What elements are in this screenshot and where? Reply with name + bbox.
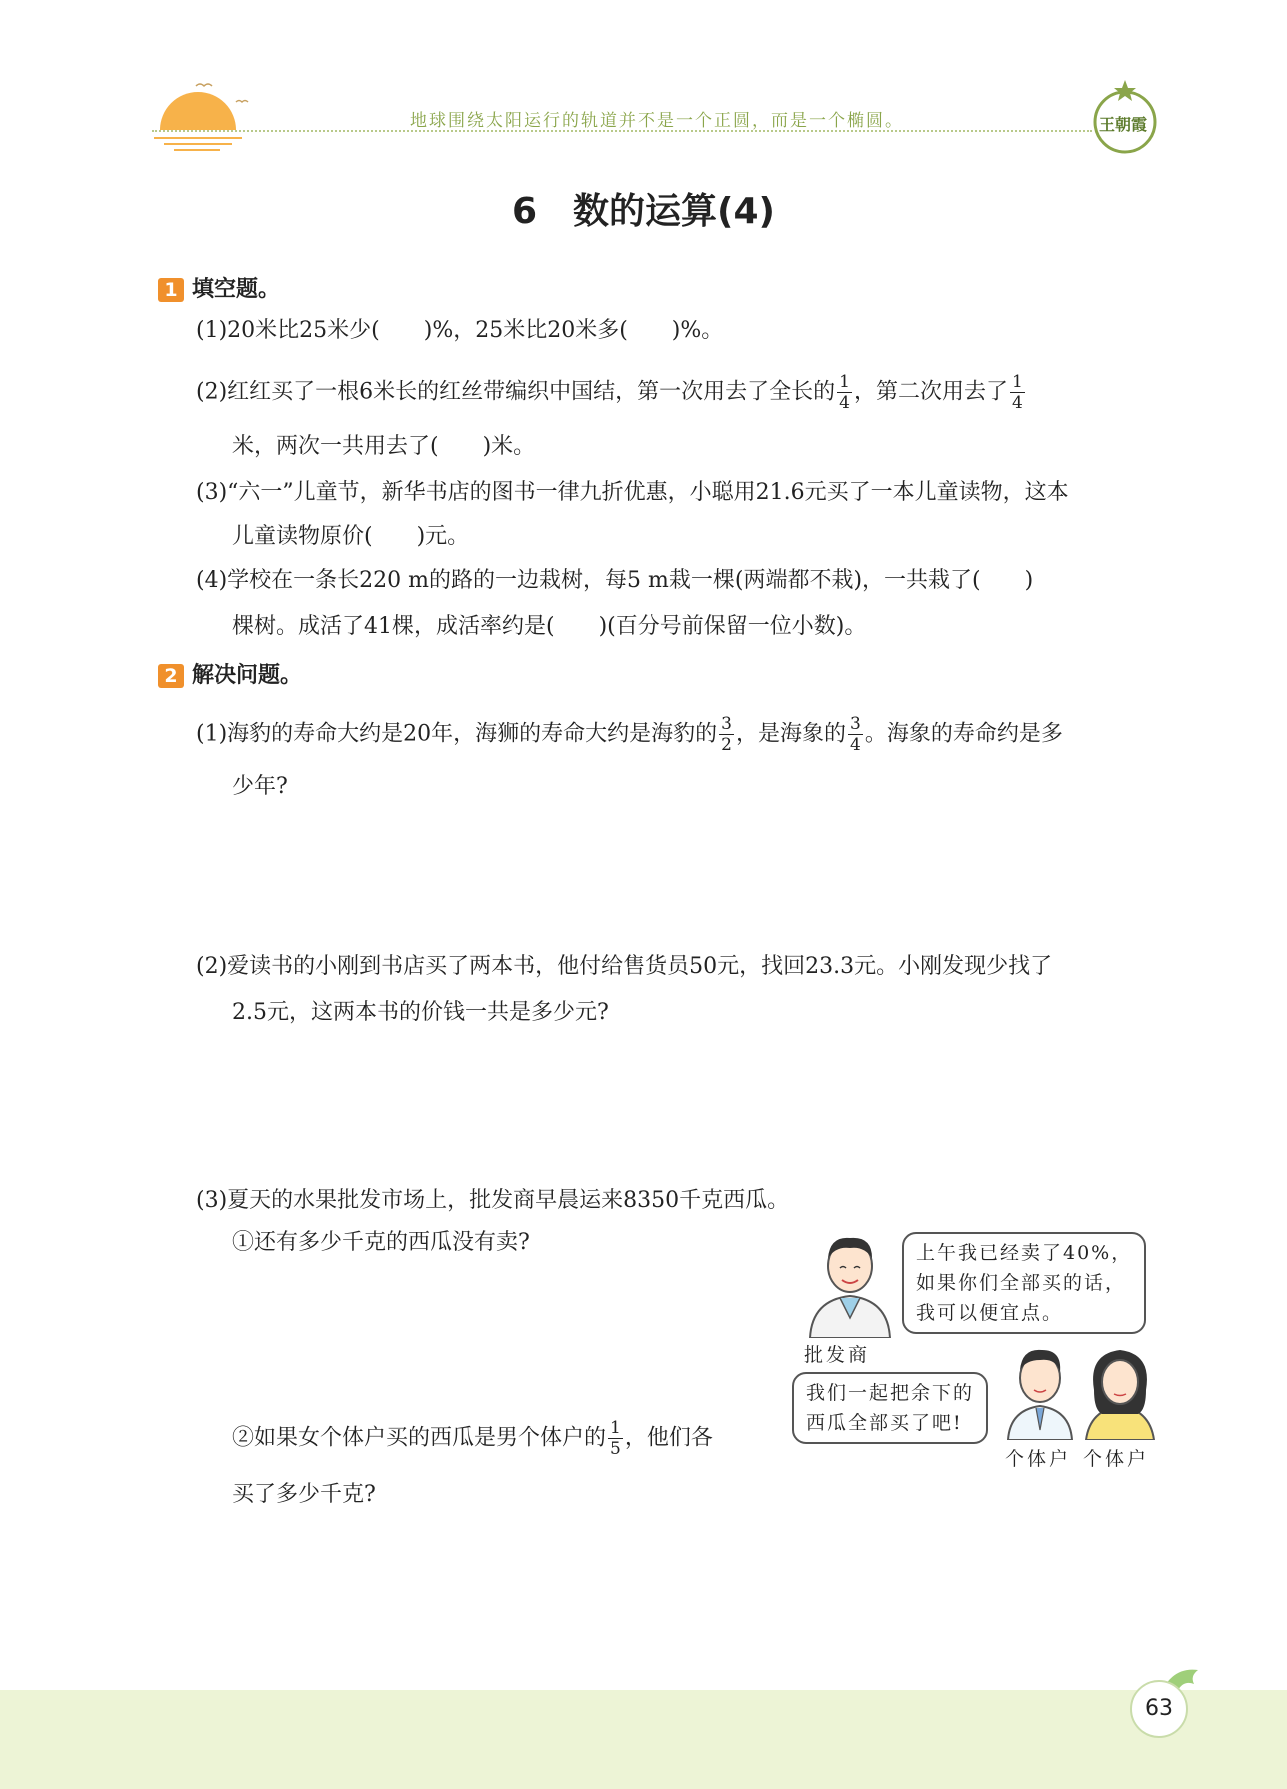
vendors-speech-bubble bbox=[792, 1372, 988, 1444]
question-text: ，第二次用去了 bbox=[854, 379, 1009, 405]
problem-2-3-intro: (3)夏天的水果批发市场上，批发商早晨运来8350千克西瓜。 bbox=[196, 1188, 790, 1213]
question-text: (1)海豹的寿命大约是20年，海狮的寿命大约是海豹的 bbox=[196, 721, 718, 747]
question-text: (2)红红买了一根6米长的红丝带编织中国结，第一次用去了全长的 bbox=[196, 379, 836, 405]
fraction-denominator: 4 bbox=[850, 735, 861, 755]
fraction-numerator: 1 bbox=[1012, 372, 1023, 392]
bubble-line: 上午我已经卖了40%， bbox=[916, 1242, 1133, 1264]
problem-2-3-sub2-line1 bbox=[232, 1418, 713, 1459]
fraction-numerator: 1 bbox=[610, 1418, 621, 1438]
footer-band bbox=[0, 1690, 1287, 1789]
fraction bbox=[848, 714, 863, 755]
fraction-numerator: 3 bbox=[850, 714, 861, 734]
vendor-label-female: 个体户 bbox=[1083, 1448, 1150, 1470]
male-vendor-illustration bbox=[1000, 1340, 1080, 1440]
wholesaler-speech-bubble bbox=[902, 1232, 1146, 1334]
problem-2-3-sub1: ①还有多少千克的西瓜没有卖? bbox=[232, 1230, 530, 1255]
question-text: ，是海象的 bbox=[736, 721, 847, 747]
problem-2-2-line1: (2)爱读书的小刚到书店买了两本书，他付给售货员50元，找回23.3元。小刚发现少找了 bbox=[196, 954, 1053, 979]
page-title: 6 数的运算(4) bbox=[511, 191, 775, 232]
question-1-3-line1: (3)“六一”儿童节，新华书店的图书一律九折优惠，小聪用21.6元买了一本儿童读物，这本 bbox=[196, 480, 1069, 505]
bubble-line: 如果你们全部买的话， bbox=[916, 1272, 1127, 1294]
fraction-numerator: 1 bbox=[839, 372, 850, 392]
section-number-badge: 2 bbox=[158, 664, 184, 688]
fraction bbox=[608, 1418, 623, 1459]
question-1-3-line2: 儿童读物原价( )元。 bbox=[232, 524, 470, 549]
fraction bbox=[837, 372, 852, 413]
bubble-line: 我们一起把余下的 bbox=[806, 1382, 975, 1404]
header-tagline: 地球围绕太阳运行的轨道并不是一个正圆，而是一个椭圆。 bbox=[410, 111, 904, 131]
fraction-denominator: 5 bbox=[610, 1439, 621, 1459]
section-number-badge: 1 bbox=[158, 278, 184, 302]
fraction-numerator: 3 bbox=[721, 714, 732, 734]
section-1-heading bbox=[158, 272, 280, 303]
question-1-4-line1: (4)学校在一条长220 m的路的一边栽树，每5 m栽一棵(两端都不栽)，一共栽了( ) bbox=[196, 568, 1034, 593]
question-text: 。海象的寿命约是多 bbox=[864, 721, 1063, 747]
problem-2-3-sub2-line2: 买了多少千克? bbox=[232, 1482, 376, 1507]
question-1-1: (1)20米比25米少( )%，25米比20米多( )%。 bbox=[196, 318, 724, 343]
question-1-2-line2: 米，两次一共用去了( )米。 bbox=[232, 434, 536, 459]
fraction-denominator: 2 bbox=[721, 735, 732, 755]
section-label: 填空题。 bbox=[192, 277, 281, 302]
bubble-line: 我可以便宜点。 bbox=[916, 1302, 1064, 1324]
logo-text: 王朝霞 bbox=[1099, 115, 1148, 134]
problem-2-1-line2: 少年? bbox=[232, 774, 288, 799]
wholesaler-label: 批发商 bbox=[804, 1344, 871, 1366]
problem-2-1-line1 bbox=[196, 714, 1063, 755]
vendor-label-male: 个体户 bbox=[1005, 1448, 1072, 1470]
page-number: 63 bbox=[1130, 1680, 1188, 1738]
question-1-4-line2: 棵树。成活了41棵，成活率约是( )(百分号前保留一位小数)。 bbox=[232, 614, 867, 639]
section-label: 解决问题。 bbox=[192, 663, 303, 688]
section-2-heading bbox=[158, 658, 302, 689]
fraction bbox=[719, 714, 734, 755]
question-1-2-line1 bbox=[196, 372, 1027, 413]
female-vendor-illustration bbox=[1080, 1340, 1160, 1440]
wholesaler-illustration bbox=[800, 1228, 900, 1338]
fraction bbox=[1010, 372, 1025, 413]
fraction-denominator: 4 bbox=[1012, 393, 1023, 413]
question-text: ②如果女个体户买的西瓜是男个体户的 bbox=[232, 1425, 607, 1451]
fraction-denominator: 4 bbox=[839, 393, 850, 413]
problem-2-2-line2: 2.5元，这两本书的价钱一共是多少元? bbox=[232, 1000, 609, 1025]
sunset-icon bbox=[150, 72, 250, 152]
question-text: ，他们各 bbox=[624, 1425, 713, 1451]
brand-logo bbox=[1085, 78, 1165, 158]
bubble-line: 西瓜全部买了吧! bbox=[806, 1412, 963, 1434]
